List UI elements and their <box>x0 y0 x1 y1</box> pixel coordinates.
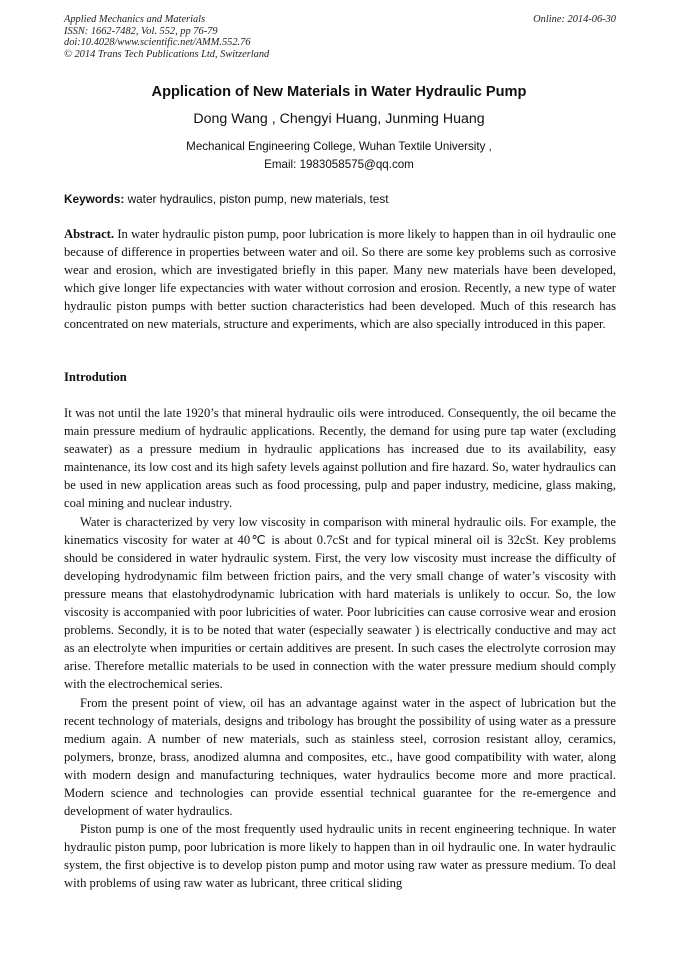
keywords-label: Keywords: <box>64 192 125 206</box>
publication-header <box>64 14 616 60</box>
abstract <box>64 225 616 334</box>
issn-line: ISSN: 1662-7482, Vol. 552, pp 76-79 <box>64 25 218 37</box>
paper-title: Application of New Materials in Water Hydraulic Pump <box>151 84 527 100</box>
introduction-body <box>64 404 616 893</box>
doi-line: doi:10.4028/www.scientific.net/AMM.552.76 <box>64 37 251 49</box>
paragraph: Water is characterized by very low viscosity in comparison with mineral hydraulic oils. For example, the kinematics viscosity for water at 40℃ is about 0.7cSt and for typical mineral oil is 32cSt. Key problems should be considered in water hydraulic system. First, the very low viscosity must increase the difficulty of developing hydrodynamic film between friction pairs, and the very small change of water’s viscosity with pressure means that elastohydrodynamic lubrication with hard materials is unlikely to occur. So, the low viscosity is accompanied with poor lubricities of water. Poor lubricities can cause corrosive wear and erosion problems. Secondly, it is to be noted that water (especially seawater ) is electrically conductive and may act as an electrolyte when impurities or certain additives are present. In such cases the electrolyte corrosion may arise. Therefore metallic materials to be used in connection with the water pressure medium should comply with the electrochemical series. <box>64 514 616 692</box>
section-heading: Introdution <box>64 370 127 384</box>
copyright-line: © 2014 Trans Tech Publications Ltd, Switzerland <box>64 48 270 60</box>
affiliation: Mechanical Engineering College, Wuhan Textile University , <box>186 140 492 153</box>
abstract-label: Abstract. <box>64 227 115 241</box>
paragraph: Piston pump is one of the most frequently used hydraulic units in recent engineering technique. In water hydraulic piston pump, poor lubrication is more likely to happen than in oil hydraulic one. In water hydraulic system, the first objective is to develop piston pump and motor using raw water as pressure medium. To deal with problems of using raw water as lubricant, three critical sliding <box>64 822 616 891</box>
abstract-text: In water hydraulic piston pump, poor lubrication is more likely to happen than in oil hydraulic one because of difference in properties between water and oil. So there are some key problems such as corrosive wear and erosion, which are investigated briefly in this paper. Many new materials have been developed, which give longer life expectancies with water without corrosion and erosion. Recently, a new type of water hydraulic piston pumps with better suction characteristics had been developed. Much of this research has concentrated on new materials, structure and experiments, which are also specially introduced in this paper. <box>64 227 616 332</box>
paragraph: It was not until the late 1920’s that mineral hydraulic oils were introduced. Consequently, the oil became the main pressure medium of hydraulic applications. Recently, the demand for using pure tap water (excluding seawater) as a pressure medium in hydraulic applications has increased due to its availability, easy maintenance, its low cost and its high safety levels against pollution and fire hazard. So, water hydraulics can be used in new application areas such as food processing, pulp and paper industry, medicine, glass making, coal mining and nuclear industry. <box>64 406 616 511</box>
author-list: Dong Wang , Chengyi Huang, Junming Huang <box>193 111 485 127</box>
paragraph: From the present point of view, oil has an advantage against water in the aspect of lubrication but the recent technology of materials, designs and tribology has brought the possibility of using water as a pressure medium again. A number of new materials, such as stainless steel, corrosion resistant alloy, ceramics, polymers, bronze, brass, anodized alumna and composites, etc., have good compatibility with water, along with modern design and manufacturing techniques, water hydraulics become more and more practical. Modern science and technologies can provide essential technical guarantee for the re-emergence and development of water hydraulics. <box>64 695 616 819</box>
online-date: Online: 2014-06-30 <box>533 14 616 25</box>
email: Email: 1983058575@qq.com <box>264 158 414 171</box>
keywords-line <box>64 192 616 206</box>
keywords-text: water hydraulics, piston pump, new materials, test <box>124 192 389 206</box>
journal-name: Applied Mechanics and Materials <box>64 14 206 25</box>
affiliation-block <box>0 138 678 174</box>
